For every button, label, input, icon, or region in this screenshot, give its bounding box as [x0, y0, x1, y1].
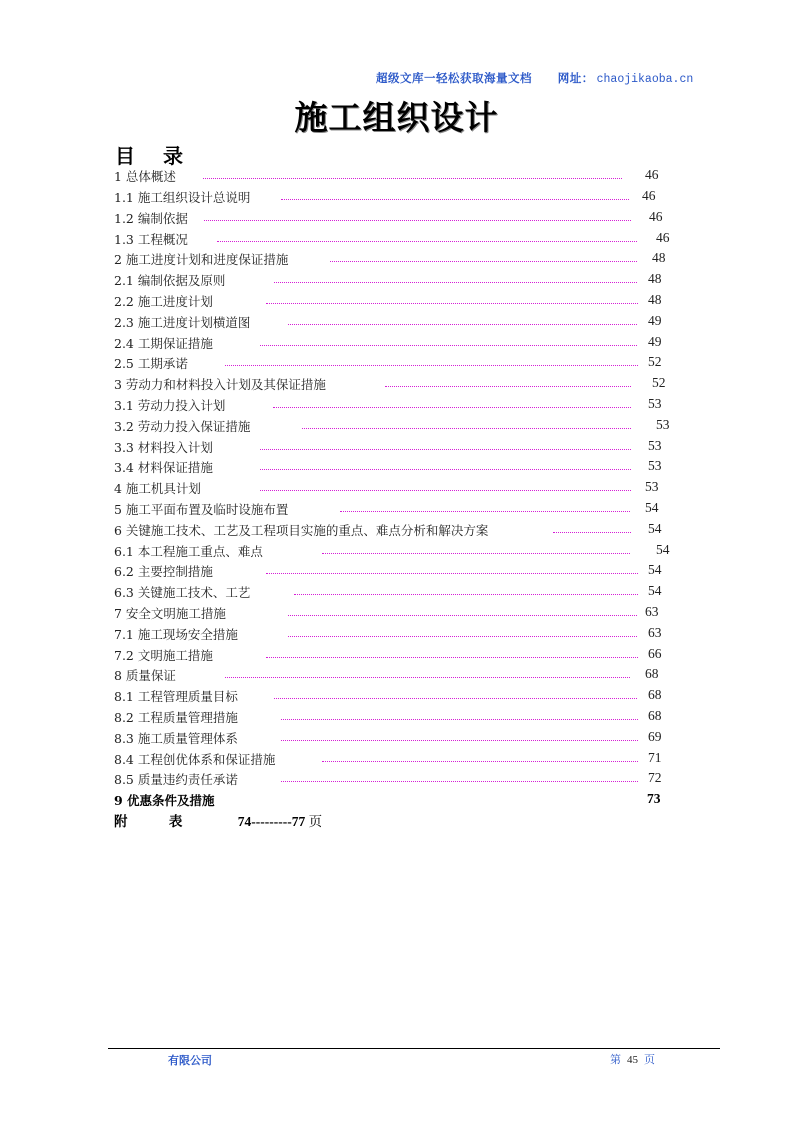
toc-entry[interactable] — [0, 396, 793, 417]
toc-entry-label: 5 施工平面布置及临时设施布置 — [114, 502, 289, 517]
toc-dot-leader — [288, 615, 637, 616]
toc-dot-leader — [273, 407, 631, 408]
toc-entry-page: 71 — [648, 750, 662, 765]
toc-entry[interactable] — [0, 417, 793, 438]
toc-entry-page: 48 — [652, 250, 666, 265]
toc-dot-leader — [260, 345, 637, 346]
toc-entry[interactable] — [0, 230, 793, 251]
toc-entry-page: 46 — [656, 230, 670, 245]
toc-dot-leader — [281, 740, 638, 741]
toc-entry-page: 54 — [648, 562, 662, 577]
toc-entry[interactable] — [0, 292, 793, 313]
toc-dot-leader — [322, 553, 630, 554]
toc-dot-leader — [203, 178, 622, 179]
toc-entry-label: 8.3 施工质量管理体系 — [114, 731, 238, 746]
toc-entry[interactable] — [0, 666, 793, 687]
toc-entry-page: 68 — [648, 687, 662, 702]
toc-entry-page: 63 — [645, 604, 659, 619]
toc-heading — [115, 140, 183, 169]
toc-entry-page: 54 — [656, 542, 670, 557]
toc-entry-label: 7.1 施工现场安全措施 — [114, 627, 238, 642]
toc-entry-label: 6 关键施工技术、工艺及工程项目实施的重点、难点分析和解决方案 — [114, 523, 489, 538]
toc-dot-leader — [322, 761, 638, 762]
toc-entry[interactable] — [0, 687, 793, 708]
toc-entry-page: 46 — [645, 167, 659, 182]
toc-dot-leader — [225, 365, 638, 366]
toc-entry-page: 49 — [648, 313, 662, 328]
toc-dot-leader — [281, 719, 638, 720]
toc-dot-leader — [260, 449, 631, 450]
toc-dot-leader — [274, 282, 637, 283]
toc-dot-leader — [385, 386, 631, 387]
footer-divider — [108, 1048, 720, 1049]
header-url[interactable]: chaojikaoba.cn — [596, 73, 694, 86]
toc-entry-label: 3.1 劳动力投入计划 — [114, 398, 226, 413]
toc-entry-page: 54 — [648, 583, 662, 598]
footer-page-suffix: 页 — [644, 1054, 655, 1066]
toc-entry[interactable] — [0, 313, 793, 334]
toc-entry[interactable] — [0, 521, 793, 542]
toc-entry-label: 8.5 质量违约责任承诺 — [114, 772, 238, 787]
toc-entry[interactable] — [0, 209, 793, 230]
toc-entry[interactable] — [0, 646, 793, 667]
toc-entry-label: 2.4 工期保证措施 — [114, 336, 213, 351]
appendix-unit: 页 — [305, 814, 323, 829]
toc-entry-page: 52 — [648, 354, 662, 369]
toc-entry-label: 4 施工机具计划 — [114, 481, 201, 496]
toc-entry[interactable] — [0, 583, 793, 604]
toc-entry[interactable] — [0, 188, 793, 209]
toc-entry[interactable] — [0, 167, 793, 188]
toc-entry[interactable] — [0, 625, 793, 646]
toc-dot-leader — [266, 303, 638, 304]
toc-entry-page: 53 — [648, 458, 662, 473]
toc-entry-page: 46 — [649, 209, 663, 224]
toc-entry-label: 2 施工进度计划和进度保证措施 — [114, 252, 289, 267]
toc-entry-page: 53 — [645, 479, 659, 494]
toc-entry[interactable] — [0, 729, 793, 750]
toc-dot-leader — [281, 781, 638, 782]
toc-entry-label: 1.3 工程概况 — [114, 232, 188, 247]
toc-entry[interactable] — [0, 562, 793, 583]
toc-entry-page: 49 — [648, 334, 662, 349]
footer-page-prefix: 第 — [610, 1054, 621, 1066]
toc-entry-label: 3.4 材料保证措施 — [114, 460, 213, 475]
toc-heading-char-2: 录 — [163, 144, 183, 168]
header-url-label: 网址： — [557, 73, 594, 85]
toc-entry-label: 2.3 施工进度计划横道图 — [114, 315, 251, 330]
toc-dot-leader — [288, 636, 637, 637]
appendix-range: 74---------77 — [237, 814, 306, 829]
toc-entry-label: 6.3 关键施工技术、工艺 — [114, 585, 251, 600]
appendix-line — [114, 810, 322, 830]
toc-entry-label: 2.5 工期承诺 — [114, 356, 188, 371]
toc-dot-leader — [260, 469, 631, 470]
appendix-label-2: 表 — [168, 814, 183, 829]
toc-entry[interactable] — [0, 458, 793, 479]
toc-entry-label: 2.1 编制依据及原则 — [114, 273, 226, 288]
toc-heading-char-1: 目 — [115, 144, 135, 168]
toc-entry-page: 63 — [648, 625, 662, 640]
page-header — [376, 70, 693, 86]
toc-entry-label: 8.1 工程管理质量目标 — [114, 689, 238, 704]
toc-entry-label: 1.2 编制依据 — [114, 211, 188, 226]
toc-entry-page: 53 — [648, 438, 662, 453]
toc-entry-page: 54 — [645, 500, 659, 515]
toc-entry-page: 72 — [648, 770, 662, 785]
toc-dot-leader — [302, 428, 631, 429]
toc-entry-label: 1 总体概述 — [114, 169, 176, 184]
toc-entry-label: 6.1 本工程施工重点、难点 — [114, 544, 263, 559]
toc-entry-label: 3.2 劳动力投入保证措施 — [114, 419, 251, 434]
toc-dot-leader — [340, 511, 630, 512]
toc-entry-label: 3.3 材料投入计划 — [114, 440, 213, 455]
toc-entry[interactable] — [0, 479, 793, 500]
toc-entry-page: 68 — [648, 708, 662, 723]
toc-dot-leader — [260, 490, 631, 491]
footer-company: 有限公司 — [168, 1054, 212, 1067]
footer-page-number — [610, 1051, 655, 1067]
toc-entry-label: 2.2 施工进度计划 — [114, 294, 213, 309]
document-title: 施工组织设计 — [294, 98, 499, 137]
toc-entry-page: 73 — [647, 791, 661, 806]
header-site-name: 超级文库一轻松获取海量文档 — [376, 73, 532, 85]
toc-entry-page: 52 — [652, 375, 666, 390]
toc-entry-label: 6.2 主要控制措施 — [114, 564, 213, 579]
toc-entry-label: 3 劳动力和材料投入计划及其保证措施 — [114, 377, 326, 392]
toc-entry-label: 1.1 施工组织设计总说明 — [114, 190, 251, 205]
toc-entry[interactable] — [0, 500, 793, 521]
toc-entry[interactable] — [0, 250, 793, 271]
toc-dot-leader — [217, 241, 637, 242]
toc-entry-page: 69 — [648, 729, 662, 744]
toc-entry-page: 48 — [648, 271, 662, 286]
toc-dot-leader — [204, 220, 631, 221]
toc-dot-leader — [274, 698, 637, 699]
toc-entry[interactable] — [0, 708, 793, 729]
toc-entry-label: 8.2 工程质量管理措施 — [114, 710, 238, 725]
toc-entry[interactable] — [0, 375, 793, 396]
toc-dot-leader — [294, 594, 638, 595]
toc-entry[interactable] — [0, 271, 793, 292]
toc-dot-leader — [266, 657, 638, 658]
toc-entry-label: 7.2 文明施工措施 — [114, 648, 213, 663]
toc-dot-leader — [288, 324, 637, 325]
footer-page-value: 45 — [627, 1054, 638, 1066]
toc-entry-page: 66 — [648, 646, 662, 661]
toc-dot-leader — [553, 532, 631, 533]
toc-dot-leader — [266, 573, 638, 574]
toc-dot-leader — [225, 677, 630, 678]
toc-dot-leader — [281, 199, 629, 200]
toc-entry-page: 46 — [642, 188, 656, 203]
toc-entry-page: 68 — [645, 666, 659, 681]
toc-entry-label: 8 质量保证 — [114, 668, 176, 683]
toc-entry[interactable] — [0, 750, 793, 771]
toc-entry-label: 7 安全文明施工措施 — [114, 606, 226, 621]
toc-entry-label: 8.4 工程创优体系和保证措施 — [114, 752, 276, 767]
toc-entry[interactable] — [0, 791, 793, 812]
toc-entry[interactable] — [0, 542, 793, 563]
toc-entry-label: 9 优惠条件及措施 — [114, 793, 215, 808]
toc-entry[interactable] — [0, 334, 793, 355]
toc-dot-leader — [330, 261, 637, 262]
toc-entry-page: 48 — [648, 292, 662, 307]
toc-entry[interactable] — [0, 604, 793, 625]
toc-entry-page: 53 — [648, 396, 662, 411]
toc-entry-page: 53 — [656, 417, 670, 432]
toc-entry[interactable] — [0, 438, 793, 459]
toc-entry-page: 54 — [648, 521, 662, 536]
appendix-label-1: 附 — [114, 814, 128, 829]
toc-entry[interactable] — [0, 770, 793, 791]
toc-entry[interactable] — [0, 354, 793, 375]
